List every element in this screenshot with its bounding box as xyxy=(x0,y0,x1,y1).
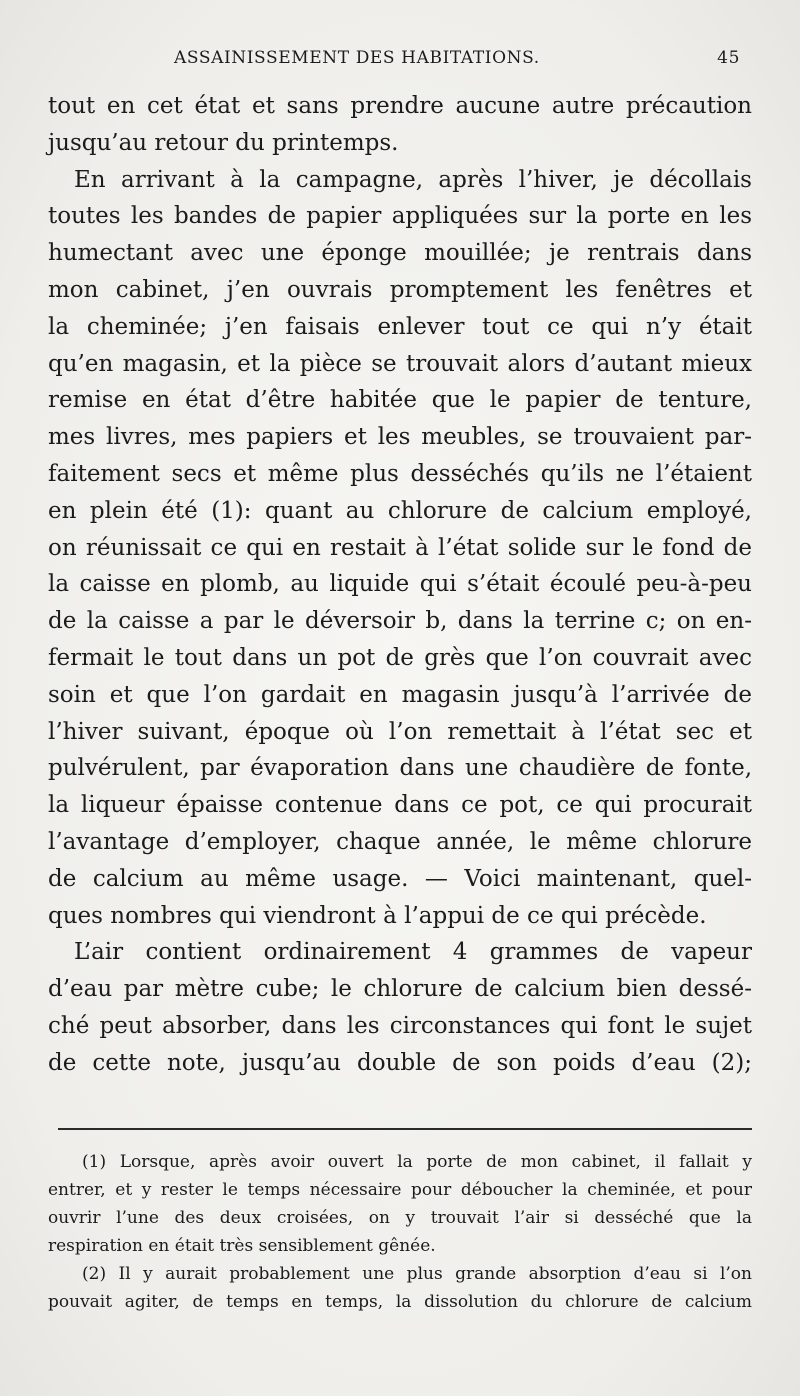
text-line: toutes les bandes de papier appliquées sur la porte en les xyxy=(48,203,752,230)
footnote-line: (2) Il y aurait probablement une plus grande absorption d’eau si l’on xyxy=(82,1264,752,1284)
footnote-line: respiration en était très sensiblement gênée. xyxy=(48,1236,436,1256)
text-line: en plein été (1): quant au chlorure de calcium employé, xyxy=(48,497,752,524)
running-title: ASSAINISSEMENT DES HABITATIONS. xyxy=(174,48,540,68)
body-text xyxy=(48,88,752,1082)
footnote-line: ouvrir l’une des deux croisées, on y trouvait l’air si desséché que la xyxy=(48,1208,752,1228)
text-line: ques nombres qui viendront à l’appui de ce qui précède. xyxy=(48,902,707,929)
text-line: En arrivant à la campagne, après l’hiver, je décollais xyxy=(74,166,752,193)
text-line: faitement secs et même plus desséchés qu’ils ne l’étaient xyxy=(48,460,752,487)
footnote-separator xyxy=(58,1128,752,1130)
text-line: pulvérulent, par évaporation dans une chaudière de fonte, xyxy=(48,755,752,782)
footnotes xyxy=(48,1148,752,1316)
page-number: 45 xyxy=(717,48,740,68)
text-line: d’eau par mètre cube; le chlorure de calcium bien dessé- xyxy=(48,976,752,1003)
text-line: l’hiver suivant, époque où l’on remettait à l’état sec et xyxy=(48,718,752,745)
text-line: on réunissait ce qui en restait à l’état solide sur le fond de xyxy=(48,534,752,561)
text-line: remise en état d’être habitée que le papier de tenture, xyxy=(48,387,752,414)
text-line: tout en cet état et sans prendre aucune autre précaution xyxy=(48,93,752,119)
text-line: ché peut absorber, dans les circonstances qui font le sujet xyxy=(48,1012,752,1039)
footnote-line: pouvait agiter, de temps en temps, la dissolution du chlorure de calcium xyxy=(48,1292,752,1312)
text-line: l’avantage d’employer, chaque année, le même chlorure xyxy=(48,828,752,855)
page-header xyxy=(48,48,752,74)
text-line: la cheminée; j’en faisais enlever tout ce qui n’y était xyxy=(48,313,752,340)
footnote-line: entrer, et y rester le temps nécessaire pour déboucher la cheminée, et pour xyxy=(48,1180,752,1200)
text-line: de cette note, jusqu’au double de son poids d’eau (2); xyxy=(48,1049,752,1076)
text-line: qu’en magasin, et la pièce se trouvait alors d’autant mieux xyxy=(48,350,752,377)
text-line: de calcium au même usage. — Voici maintenant, quel- xyxy=(48,865,752,892)
text-line: humectant avec une éponge mouillée; je rentrais dans xyxy=(48,240,752,267)
footnote-line: (1) Lorsque, après avoir ouvert la porte de mon cabinet, il fallait y xyxy=(82,1152,752,1172)
text-line: jusqu’au retour du printemps. xyxy=(48,129,399,156)
text-line: L’air contient ordinairement 4 grammes de vapeur xyxy=(74,939,752,966)
text-line: de la caisse a par le déversoir b, dans la terrine c; on en- xyxy=(48,608,752,635)
text-line: fermait le tout dans un pot de grès que l’on couvrait avec xyxy=(48,644,752,671)
text-line: la caisse en plomb, au liquide qui s’était écoulé peu-à-peu xyxy=(48,571,752,598)
text-line: la liqueur épaisse contenue dans ce pot, ce qui procurait xyxy=(48,792,752,819)
text-line: soin et que l’on gardait en magasin jusqu’à l’arrivée de xyxy=(48,681,752,708)
text-line: mes livres, mes papiers et les meubles, se trouvaient par- xyxy=(48,424,752,451)
text-line: mon cabinet, j’en ouvrais promptement les fenêtres et xyxy=(48,276,752,303)
